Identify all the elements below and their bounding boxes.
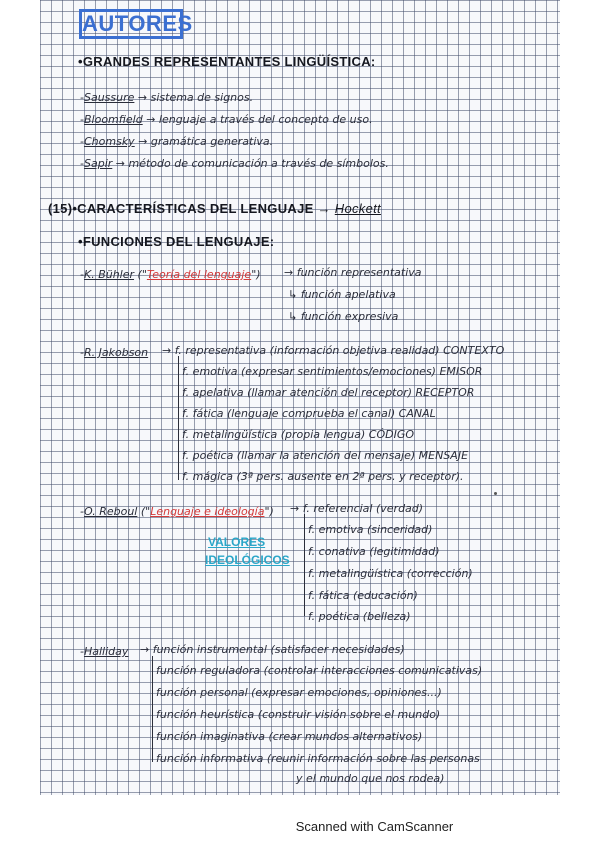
buhler-author: -K. Bühler ("Teoría del lenguaje") xyxy=(80,268,261,281)
buhler-item: → función representativa xyxy=(284,266,422,279)
halliday-item: función imaginativa (crear mundos alternativos) xyxy=(156,730,423,743)
author-name: O. Reboul xyxy=(83,505,138,518)
buhler-item: ↳ función apelativa xyxy=(288,288,396,301)
buhler-item: ↳ función expresiva xyxy=(288,310,399,323)
quote-close: ") xyxy=(251,268,261,281)
reboul-item: → f. referencial (verdad) xyxy=(290,502,424,515)
reboul-item: f. fática (educación) xyxy=(308,589,418,602)
halliday-item: función heurística (construir visión sobre el mundo) xyxy=(156,708,441,721)
heading-caracteristicas-text: •CARACTERÍSTICAS DEL LENGUAJE xyxy=(72,201,314,216)
jakobson-item: f. apelativa (llamar atención del receptor) RECEPTOR xyxy=(182,386,475,399)
author-name: Chomsky xyxy=(83,135,135,148)
work-title: Teoría del lenguaje xyxy=(146,268,252,281)
author-row: -Sapir → método de comunicación a través de símbolos. xyxy=(80,157,389,170)
halliday-item: función reguladora (controlar interacciones comunicativas) xyxy=(156,664,483,677)
jakobson-item: f. emotiva (expresar sentimientos/emociones) EMISOR xyxy=(182,365,483,378)
jakobson-item: f. mágica (3ª pers. ausente en 2ª pers. y receptor). xyxy=(182,470,464,483)
author-desc: → gramática generativa. xyxy=(138,135,274,148)
author-desc: → sistema de signos. xyxy=(137,91,254,104)
heading-caracteristicas xyxy=(48,201,381,217)
ink-dot xyxy=(494,492,497,495)
heading-grandes-representantes: •GRANDES REPRESENTANTES LINGÜÍSTICA: xyxy=(78,54,376,69)
bracket-line xyxy=(178,356,179,480)
ideologicos-label: IDEOLÓGICOS xyxy=(205,553,290,567)
halliday-continuation: y el mundo que nos rodea) xyxy=(296,772,445,785)
jakobson-author: -R. Jakobson xyxy=(80,346,149,359)
quote-open: (" xyxy=(140,505,151,518)
reboul-item: f. emotiva (sinceridad) xyxy=(308,523,433,536)
author-row: -Saussure → sistema de signos. xyxy=(80,91,254,104)
author-name: K. Bühler xyxy=(83,268,135,281)
jakobson-item: f. metalingüística (propia lengua) CÓDIGO xyxy=(182,428,415,441)
heading-funciones: •FUNCIONES DEL LENGUAJE: xyxy=(78,234,275,249)
section-number: (15) xyxy=(48,201,73,216)
quote-open: (" xyxy=(137,268,147,281)
halliday-item: función personal (expresar emociones, opiniones...) xyxy=(156,686,442,699)
bracket-line xyxy=(304,514,305,616)
reboul-author: -O. Reboul ("Lenguaje e ideología") xyxy=(80,505,274,518)
jakobson-item: f. fática (lenguaje comprueba el canal) CANAL xyxy=(182,407,436,420)
reboul-item: f. metalingüística (corrección) xyxy=(308,567,473,580)
halliday-author: -Halliday xyxy=(80,645,129,658)
arrow: → xyxy=(317,201,331,216)
author-name: Sapir xyxy=(83,157,113,170)
quote-close: ") xyxy=(264,505,274,518)
author-desc: → método de comunicación a través de símbolos. xyxy=(115,157,389,170)
reboul-item: f. conativa (legitimidad) xyxy=(308,545,440,558)
work-title: Lenguaje e ideología xyxy=(150,505,265,518)
jakobson-item: → f. representativa (información objetiva realidad) CONTEXTO xyxy=(162,344,505,357)
halliday-item: función informativa (reunir información sobre las personas xyxy=(156,752,480,765)
author-desc: → lenguaje a través del concepto de uso. xyxy=(146,113,373,126)
page-title: AUTORES xyxy=(79,9,183,39)
author-name: R. Jakobson xyxy=(83,346,149,359)
scanner-watermark: Scanned with CamScanner xyxy=(295,819,454,834)
author-name: Halliday xyxy=(83,645,129,658)
author-row: -Bloomfield → lenguaje a través del concepto de uso. xyxy=(80,113,373,126)
author-name: Saussure xyxy=(83,91,135,104)
halliday-item: → función instrumental (satisfacer necesidades) xyxy=(140,643,405,656)
author-name: Bloomfield xyxy=(83,113,143,126)
reboul-item: f. poética (belleza) xyxy=(308,610,411,623)
author-hockett: Hockett xyxy=(334,201,381,216)
valores-label: VALORES xyxy=(208,535,266,549)
bracket-line xyxy=(152,656,153,762)
author-row: -Chomsky → gramática generativa. xyxy=(80,135,274,148)
jakobson-item: f. poética (llamar la atención del mensaje) MENSAJE xyxy=(182,449,469,462)
